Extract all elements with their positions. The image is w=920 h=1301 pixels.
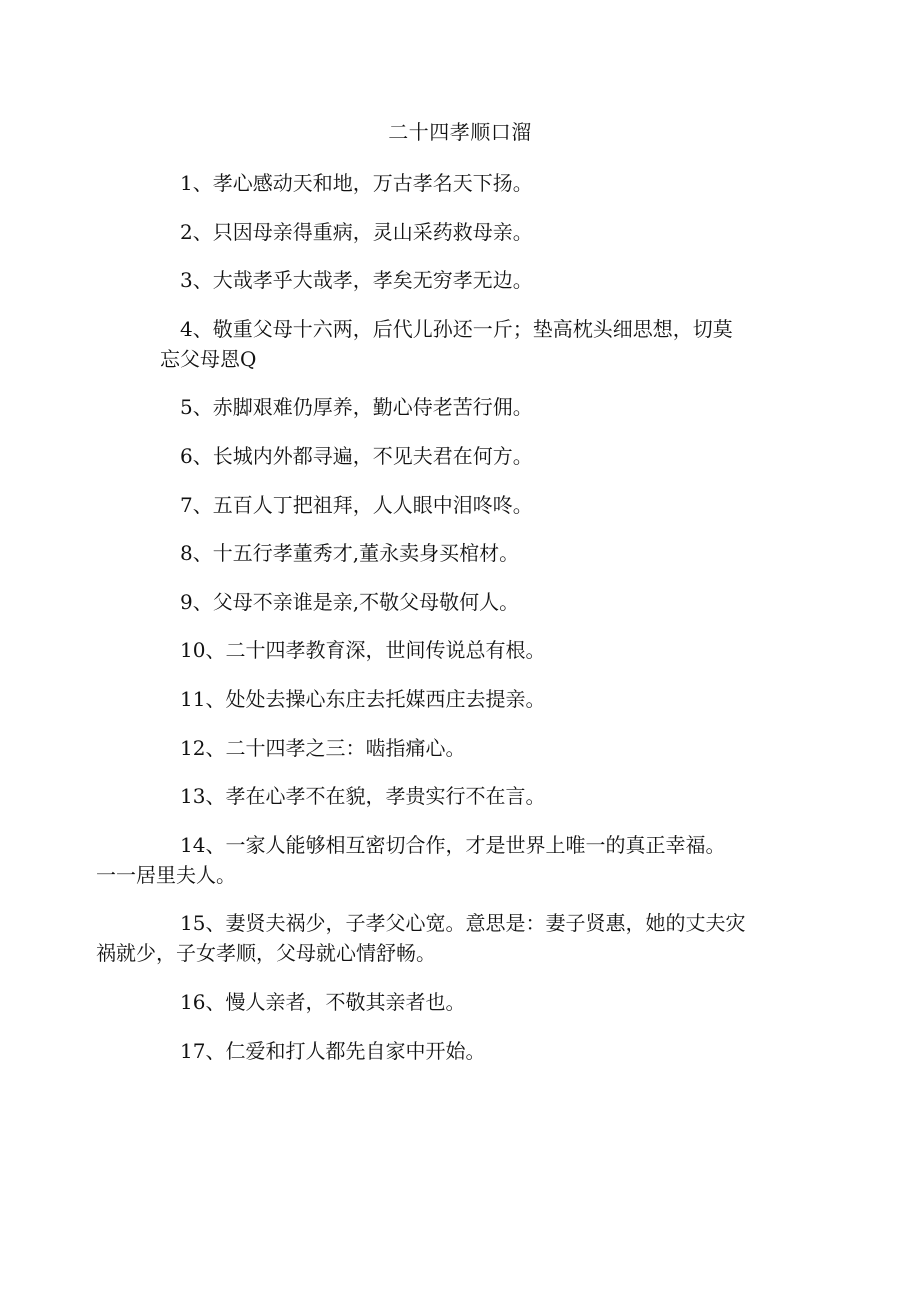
paragraph-line: 12、二十四孝之三：啮指痛心。 (180, 735, 466, 760)
paragraph-2 (138, 217, 788, 247)
paragraph-line-continued: 一一居里夫人。 (96, 862, 236, 887)
paragraph-11 (138, 684, 788, 714)
paragraph-9 (138, 587, 788, 617)
paragraph-line: 14、一家人能够相互密切合作，才是世界上唯一的真正幸福。 (180, 832, 726, 857)
paragraph-17 (138, 1036, 788, 1066)
paragraph-line-continued: 忘父母恩Q (160, 346, 257, 371)
paragraph-3 (138, 265, 788, 295)
paragraph-line: 13、孝在心孝不在貌，孝贵实行不在言。 (180, 784, 546, 809)
paragraph-7 (138, 490, 788, 520)
paragraph-12 (138, 733, 788, 763)
paragraph-13 (138, 781, 788, 811)
paragraph-14 (96, 830, 788, 890)
paragraph-line: 10、二十四孝教育深，世间传说总有根。 (180, 638, 546, 663)
paragraph-line: 2、只因母亲得重病，灵山采药救母亲。 (180, 219, 533, 244)
paragraph-line: 5、赤脚艰难仍厚养，勤心侍老苦行佣。 (180, 395, 533, 420)
paragraph-10 (138, 635, 788, 665)
document-body (96, 168, 788, 1084)
paragraph-line: 4、敬重父母十六两，后代儿孙还一斤；垫高枕头细思想，切莫 (180, 316, 733, 341)
paragraph-line: 8、十五行孝董秀才,董永卖身买棺材。 (180, 541, 520, 566)
paragraph-1 (138, 168, 788, 198)
paragraph-6 (138, 441, 788, 471)
paragraph-line-continued: 祸就少，子女孝顺，父母就心情舒畅。 (96, 941, 436, 966)
paragraph-line: 15、妻贤夫祸少，子孝父心宽。意思是：妻子贤惠，她的丈夫灾 (180, 911, 746, 936)
paragraph-line: 17、仁爱和打人都先自家中开始。 (180, 1038, 486, 1063)
paragraph-5 (138, 392, 788, 422)
paragraph-line: 9、父母不亲谁是亲,不敬父母敬何人。 (180, 589, 520, 614)
paragraph-16 (138, 987, 788, 1017)
paragraph-line: 11、处处去操心东庄去托媒西庄去提亲。 (180, 686, 546, 711)
paragraph-line: 7、五百人丁把祖拜，人人眼中泪咚咚。 (180, 492, 533, 517)
paragraph-line: 1、孝心感动天和地，万古孝名天下扬。 (180, 171, 533, 195)
document-title: 二十四孝顺口溜 (388, 120, 532, 144)
paragraph-8 (138, 538, 788, 568)
paragraph-4 (138, 314, 788, 374)
paragraph-line: 6、长城内外都寻遍，不见夫君在何方。 (180, 443, 533, 468)
paragraph-15 (96, 908, 788, 968)
paragraph-line: 16、慢人亲者，不敬其亲者也。 (180, 989, 466, 1014)
paragraph-line: 3、大哉孝乎大哉孝，孝矣无穷孝无边。 (180, 268, 533, 293)
